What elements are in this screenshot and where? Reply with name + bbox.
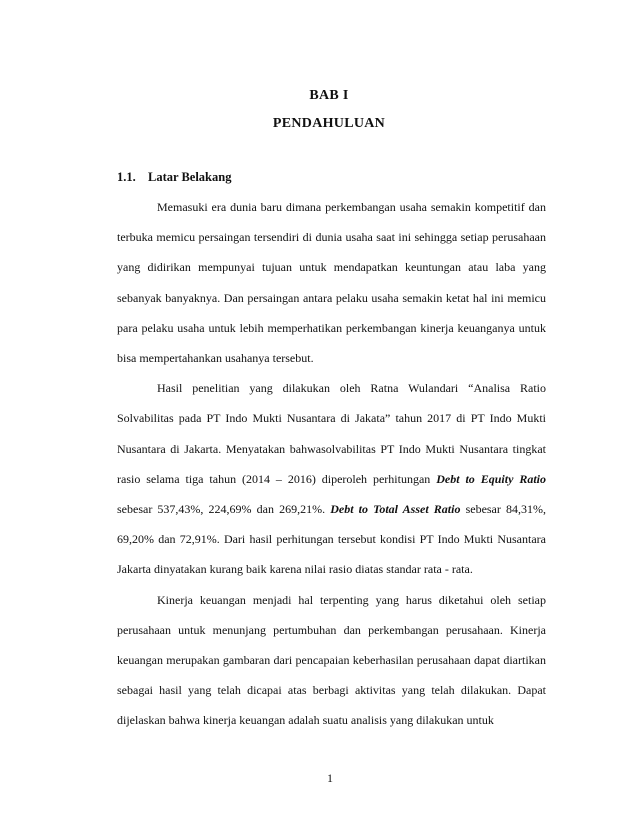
page-number: 1	[327, 771, 333, 785]
term-debt-to-total-asset: Debt to Total Asset Ratio	[330, 502, 461, 517]
paragraph-2	[117, 373, 546, 584]
chapter-heading: BAB I	[309, 88, 349, 103]
paragraph-2-text-b: sebesar 537,43%, 224,69% dan 269,21%.	[117, 502, 331, 517]
paragraph-2-text-a: Hasil penelitian yang dilakukan oleh Ratna Wulandari “Analisa Ratio Solvabilitas pada PT Indo Mukti Nusantara di Jakata” tahun 2017 di PT Indo Mukti Nusantara di Jakarta. Menyatakan bahwasolvabilitas PT Indo Mukti Nusantara tingkat rasio selama tiga tahun (2014 – 2016) diperoleh perhitungan	[117, 381, 546, 486]
paragraph-3: Kinerja keuangan menjadi hal terpenting yang harus diketahui oleh setiap perusahaan untuk menunjang pertumbuhan dan perkembangan perusahaan. Kinerja keuangan merupakan gambaran dari pencapaian keberhasilan perusahaan dapat diartikan sebagai hasil yang telah dicapai atas berbagi aktivitas yang telah dilakukan. Dapat dijelaskan bahwa kinerja keuangan adalah suatu analisis yang dilakukan untuk	[117, 592, 546, 728]
chapter-title: PENDAHULUAN	[272, 116, 386, 131]
paragraph-1: Memasuki era dunia baru dimana perkembangan usaha semakin kompetitif dan terbuka memicu persaingan tersendiri di dunia usaha saat ini sehingga setiap perusahaan yang didirikan mempunyai tujuan untuk mendapatkan keuntungan atau laba yang sebanyak banyaknya. Dan persaingan antara pelaku usaha semakin ketat hal ini memicu para pelaku usaha untuk lebih memperhatikan perkembangan kinerja keuanganya untuk bisa mempertahankan usahanya tersebut.	[117, 200, 546, 366]
paragraph-2-text-c: sebesar 84,31%, 69,20% dan 72,91%. Dari hasil perhitungan tersebut kondisi PT Indo Mukti Nusantara Jakarta dinyatakan kurang baik karena nilai rasio diatas standar rata - rata.	[117, 502, 546, 577]
body-text	[117, 192, 546, 736]
section-heading	[117, 170, 231, 185]
section-number: 1.1.	[117, 170, 136, 184]
section-title: Latar Belakang	[148, 170, 232, 184]
term-debt-to-equity: Debt to Equity Ratio	[436, 471, 546, 486]
